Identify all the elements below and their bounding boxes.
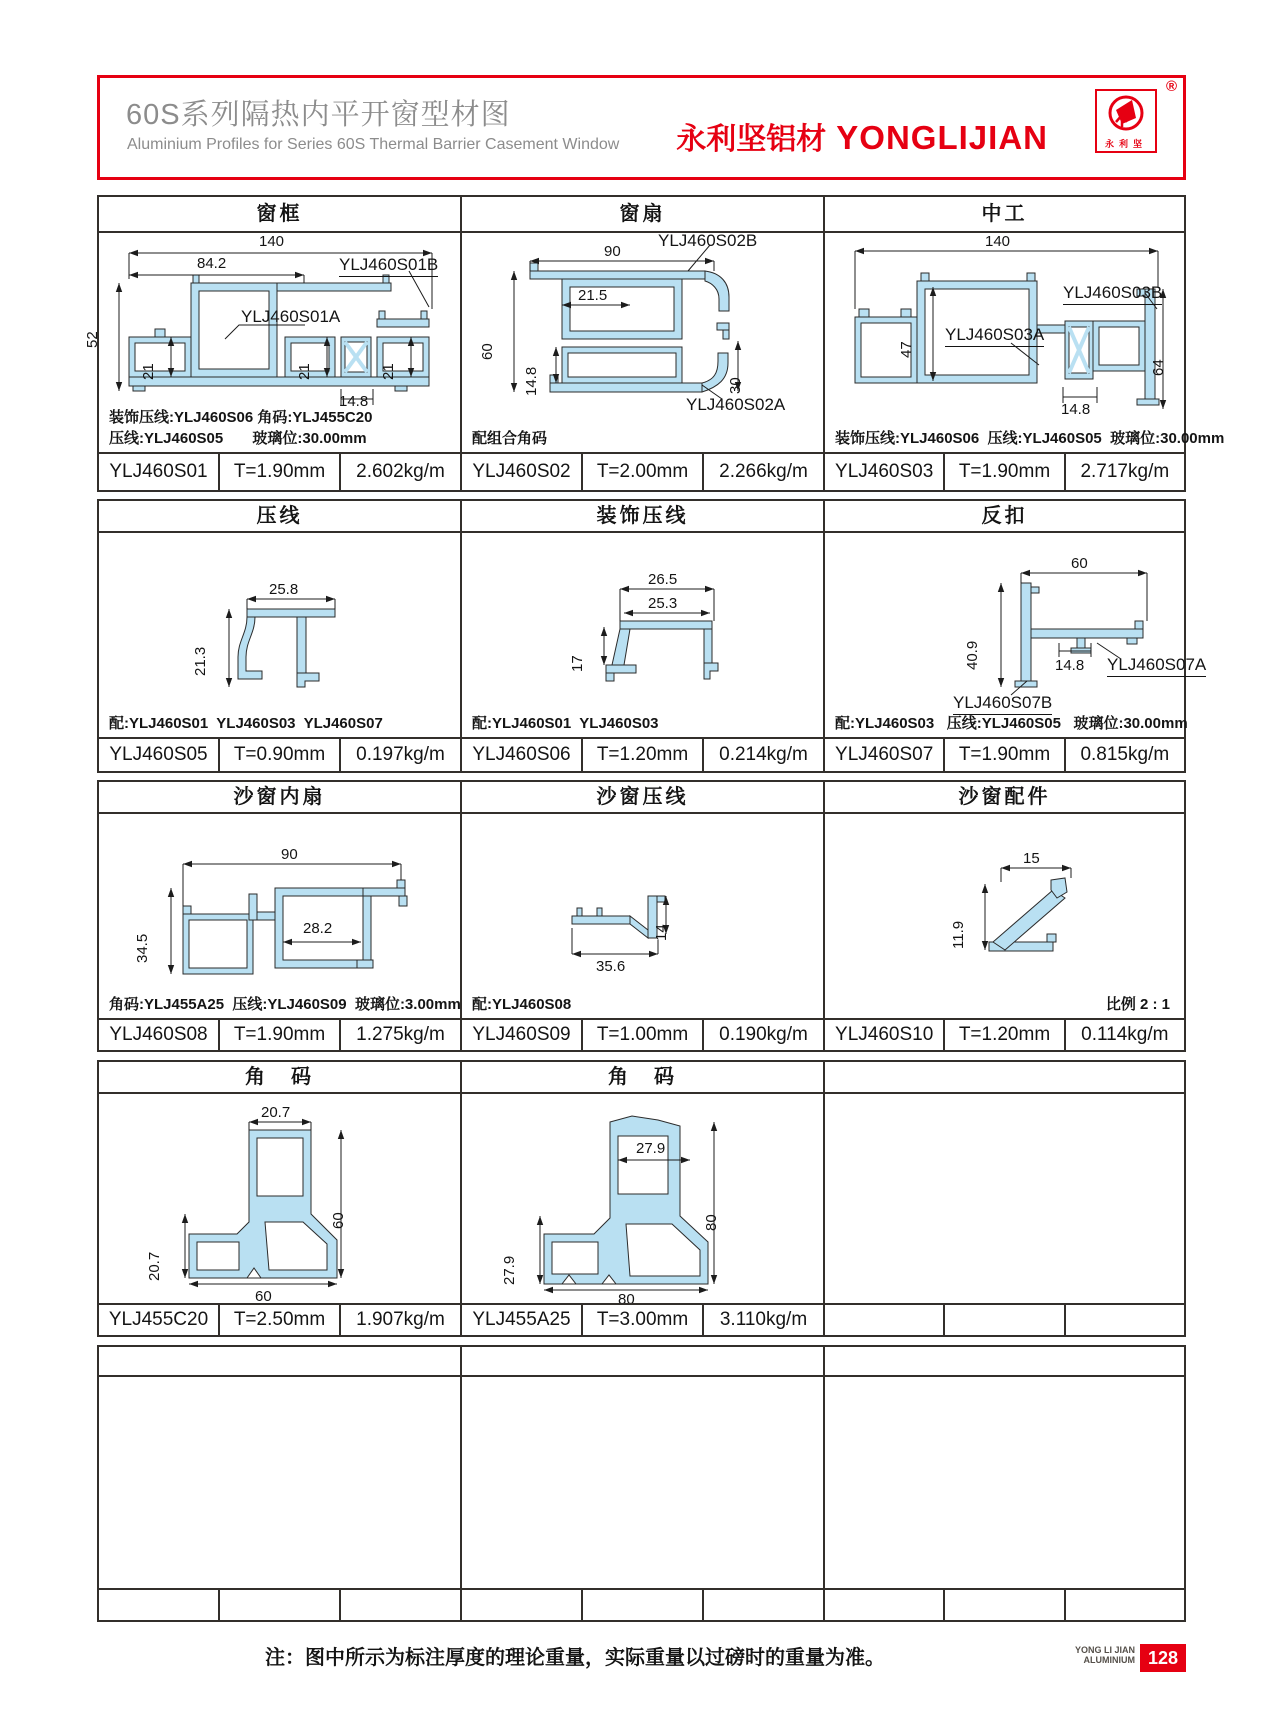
profile-drawing xyxy=(825,531,1207,739)
dimension-label: 14.8 xyxy=(339,393,369,410)
brand-name-cn: 永利坚铝材 xyxy=(676,123,827,156)
footer-note: 注：图中所示为标注厚度的理论重量，实际重量以过磅时的重量为准。 xyxy=(265,1647,885,1669)
weight-cell: 0.214kg/m xyxy=(719,744,808,765)
section-row-1 xyxy=(84,195,1225,492)
page-number-badge: 128 xyxy=(1140,1644,1186,1672)
profile-cell-chuangshan xyxy=(462,197,825,490)
cell-title: 角 码 xyxy=(99,1062,460,1094)
thickness-cell: T=1.20mm xyxy=(945,1020,1065,1050)
dimension-label: 25.3 xyxy=(648,595,678,612)
thickness-cell: T=2.50mm xyxy=(220,1305,341,1335)
dimension-label: 28.2 xyxy=(303,920,333,937)
cell-notes: 配组合角码 xyxy=(472,430,548,447)
cell-notes: 配:YLJ460S03 压线:YLJ460S05 玻璃位:30.00mm xyxy=(835,715,1188,732)
profile-drawing xyxy=(825,812,1184,1020)
model-cell: YLJ460S01 xyxy=(99,454,220,490)
profile-cross-section xyxy=(462,812,825,1024)
cell-title: 沙窗配件 xyxy=(825,782,1184,814)
profile-cell-zhonggong xyxy=(825,197,1225,490)
weight-cell: 0.190kg/m xyxy=(719,1024,808,1045)
cell-title: 装饰压线 xyxy=(462,501,823,533)
cell-title: 窗扇 xyxy=(462,197,823,233)
dimension-label: 60 xyxy=(255,1288,272,1305)
weight-cell xyxy=(1066,1305,1184,1335)
profile-drawing xyxy=(462,1092,823,1308)
registered-mark: ® xyxy=(1165,78,1177,95)
dimension-label: 26.5 xyxy=(648,571,678,588)
profile-drawing xyxy=(99,531,460,739)
empty-cell xyxy=(99,1347,462,1620)
dimension-label: 14.8 xyxy=(1061,401,1091,418)
thickness-cell: T=1.90mm xyxy=(220,1020,341,1050)
thickness-cell: T=3.00mm xyxy=(583,1305,704,1335)
profile-cell-empty xyxy=(825,1062,1184,1335)
profile-drawing xyxy=(462,231,823,454)
dimension-label: 140 xyxy=(259,233,285,250)
spec-row xyxy=(462,1018,823,1050)
dimension-label: 35.6 xyxy=(596,958,626,975)
cell-title: 中工 xyxy=(825,197,1184,233)
spec-row xyxy=(99,1588,460,1620)
dimension-label: 52 xyxy=(84,331,101,348)
dimension-label: 27.9 xyxy=(501,1255,518,1285)
profile-part-label: YLJ460S07B xyxy=(953,693,1052,715)
profile-drawing xyxy=(99,812,460,1020)
model-cell: YLJ460S06 xyxy=(462,739,583,771)
weight-cell: 1.907kg/m xyxy=(356,1309,445,1330)
footer-brand-line2: ALUMINIUM xyxy=(1083,1655,1135,1665)
spec-row xyxy=(462,1588,823,1620)
section-row-4 xyxy=(97,1060,1186,1337)
dimension-label: 34.5 xyxy=(134,933,151,963)
weight-cell: 1.275kg/m xyxy=(356,1024,445,1045)
cell-title xyxy=(825,1062,1184,1094)
thickness-cell: T=1.20mm xyxy=(583,739,704,771)
profile-cell-chuangkuang xyxy=(84,197,462,490)
spec-row xyxy=(462,452,823,490)
dimension-label: 64 xyxy=(1150,359,1167,376)
dimension-label: 47 xyxy=(898,341,915,358)
profile-drawing xyxy=(84,231,460,454)
profile-part-label: YLJ460S03B xyxy=(1063,283,1162,305)
dimension-label: 21.5 xyxy=(578,287,608,304)
profile-part-label: YLJ460S01B xyxy=(339,255,438,277)
spec-row xyxy=(99,452,460,490)
dimension-label: 60 xyxy=(1071,555,1088,572)
empty-title-band xyxy=(462,1347,823,1377)
cell-notes: 配:YLJ460S01 YLJ460S03 xyxy=(472,715,659,732)
dimension-label: 15 xyxy=(1023,850,1040,867)
weight-cell: 0.197kg/m xyxy=(356,744,445,765)
profile-cell-shachuangpeijian xyxy=(825,782,1184,1050)
cell-title: 压线 xyxy=(99,501,460,533)
spec-row xyxy=(99,1303,460,1335)
profile-cell-fankou xyxy=(825,501,1207,771)
cell-notes: 装饰压线:YLJ460S06 角码:YLJ455C20 压线:YLJ460S05 玻璃位:30.00mm xyxy=(109,409,373,447)
cell-title: 反扣 xyxy=(825,501,1184,533)
section-row-3 xyxy=(97,780,1186,1052)
page-subtitle-en: Aluminium Profiles for Series 60S Thermal Barrier Casement Window xyxy=(127,136,620,153)
profile-drawing xyxy=(99,1092,460,1305)
model-cell: YLJ460S07 xyxy=(825,739,945,771)
dimension-label: 21 xyxy=(296,363,313,380)
cell-notes: 配:YLJ460S01 YLJ460S03 YLJ460S07 xyxy=(109,715,383,732)
profile-part-label: YLJ460S01A xyxy=(241,307,341,326)
dimension-label: 14.8 xyxy=(523,366,540,396)
dimension-label: 27.9 xyxy=(636,1140,666,1157)
profile-part-label: YLJ460S02A xyxy=(686,395,786,414)
dimension-label: 21 xyxy=(380,363,397,380)
model-cell: YLJ460S05 xyxy=(99,739,220,771)
dimension-label: 40.9 xyxy=(964,640,981,670)
empty-cell xyxy=(825,1347,1184,1620)
cell-notes: 比例 2 : 1 xyxy=(1105,996,1170,1013)
profile-cross-section xyxy=(462,231,825,458)
model-cell: YLJ460S02 xyxy=(462,454,583,490)
weight-cell: 0.815kg/m xyxy=(1080,744,1170,765)
thickness-cell: T=1.00mm xyxy=(583,1020,704,1050)
model-cell: YLJ455A25 xyxy=(462,1305,583,1335)
thickness-cell: T=2.00mm xyxy=(583,454,704,490)
dimension-label: 14 xyxy=(653,924,670,941)
cell-notes: 角码:YLJ455A25 压线:YLJ460S09 玻璃位:3.00mm xyxy=(109,996,461,1013)
profile-cross-section xyxy=(99,531,462,743)
dimension-label: 90 xyxy=(281,846,298,863)
dimension-label: 80 xyxy=(618,1291,635,1308)
cell-title: 沙窗压线 xyxy=(462,782,823,814)
dimension-label: 80 xyxy=(703,1214,720,1231)
thickness-cell: T=1.90mm xyxy=(945,739,1065,771)
cell-notes: 装饰压线:YLJ460S06 压线:YLJ460S05 玻璃位:30.00mm xyxy=(835,430,1225,447)
thickness-cell: T=1.90mm xyxy=(945,454,1065,490)
empty-cell xyxy=(462,1347,825,1620)
dimension-label: 30 xyxy=(727,377,744,394)
profile-part-label: YLJ460S03A xyxy=(945,325,1044,347)
dimension-label: 14.8 xyxy=(1055,657,1085,674)
weight-cell: 2.717kg/m xyxy=(1080,461,1170,482)
model-cell: YLJ455C20 xyxy=(99,1305,220,1335)
dimension-label: 84.2 xyxy=(197,255,227,272)
profile-drawing xyxy=(462,531,823,739)
brand-name-en: YONGLIJIAN xyxy=(836,119,1048,156)
profile-drawing xyxy=(462,812,823,1020)
spec-row xyxy=(825,1018,1184,1050)
dimension-label: 20.7 xyxy=(261,1104,291,1121)
profile-part-label: YLJ460S07A xyxy=(1107,655,1206,677)
spec-row xyxy=(825,452,1184,490)
footer-brand xyxy=(1075,1645,1135,1665)
cell-notes: 配:YLJ460S08 xyxy=(472,996,572,1013)
spec-row xyxy=(825,1588,1184,1620)
spec-row xyxy=(462,737,823,771)
profile-cross-section xyxy=(825,812,1184,1024)
weight-cell: 2.266kg/m xyxy=(719,461,808,482)
spec-row xyxy=(99,737,460,771)
dimension-label: 20.7 xyxy=(146,1251,163,1281)
profile-drawing xyxy=(825,231,1225,454)
weight-cell: 0.114kg/m xyxy=(1081,1024,1169,1045)
profile-cross-section xyxy=(99,812,462,1024)
cell-title: 窗框 xyxy=(99,197,460,233)
footer-brand-line1: YONG LI JIAN xyxy=(1074,1645,1135,1655)
profile-cell-jiaoma-2 xyxy=(462,1062,825,1335)
dimension-label: 60 xyxy=(330,1212,347,1229)
dimension-label: 60 xyxy=(479,343,496,360)
page-title-cn: 60S系列隔热内平开窗型材图 xyxy=(126,99,511,131)
model-cell xyxy=(825,1305,945,1335)
spec-row xyxy=(825,1303,1184,1335)
thickness-cell: T=0.90mm xyxy=(220,739,341,771)
profile-part-label: YLJ460S02B xyxy=(658,231,758,250)
header-box xyxy=(97,75,1186,180)
model-cell: YLJ460S08 xyxy=(99,1020,220,1050)
dimension-label: 140 xyxy=(985,233,1011,250)
dimension-label: 21.3 xyxy=(192,646,209,676)
model-cell: YLJ460S10 xyxy=(825,1020,945,1050)
thickness-cell xyxy=(945,1305,1065,1335)
model-cell: YLJ460S03 xyxy=(825,454,945,490)
spec-row xyxy=(99,1018,460,1050)
spec-row xyxy=(825,737,1184,771)
weight-cell: 3.110kg/m xyxy=(719,1309,808,1330)
empty-title-band xyxy=(99,1347,460,1377)
profile-cell-shachuangneishan xyxy=(99,782,462,1050)
profile-cross-section xyxy=(462,531,825,743)
thickness-cell: T=1.90mm xyxy=(220,454,341,490)
cell-title: 角 码 xyxy=(462,1062,823,1094)
profile-cell-yaxian xyxy=(99,501,462,771)
model-cell: YLJ460S09 xyxy=(462,1020,583,1050)
profile-cell-shachuangyaxian xyxy=(462,782,825,1050)
spec-row xyxy=(462,1303,823,1335)
cell-title: 沙窗内扇 xyxy=(99,782,460,814)
profile-cell-zhuangshiyaxian xyxy=(462,501,825,771)
dimension-label: 17 xyxy=(569,655,586,672)
brand-logo-icon xyxy=(1100,92,1152,138)
weight-cell: 2.602kg/m xyxy=(356,461,445,482)
dimension-label: 11.9 xyxy=(950,920,967,949)
brand-logo xyxy=(1095,89,1157,153)
section-row-2 xyxy=(97,499,1207,773)
profile-cell-jiaoma-1 xyxy=(99,1062,462,1335)
empty-title-band xyxy=(825,1347,1184,1377)
brand-wordmark xyxy=(676,114,1048,158)
dimension-label: 25.8 xyxy=(269,581,299,598)
section-row-5-empty xyxy=(97,1345,1186,1622)
profile-drawing xyxy=(825,1092,1184,1305)
dimension-label: 90 xyxy=(604,243,621,260)
logo-characters: 永利坚 xyxy=(1104,139,1147,149)
dimension-label: 21 xyxy=(140,363,157,380)
